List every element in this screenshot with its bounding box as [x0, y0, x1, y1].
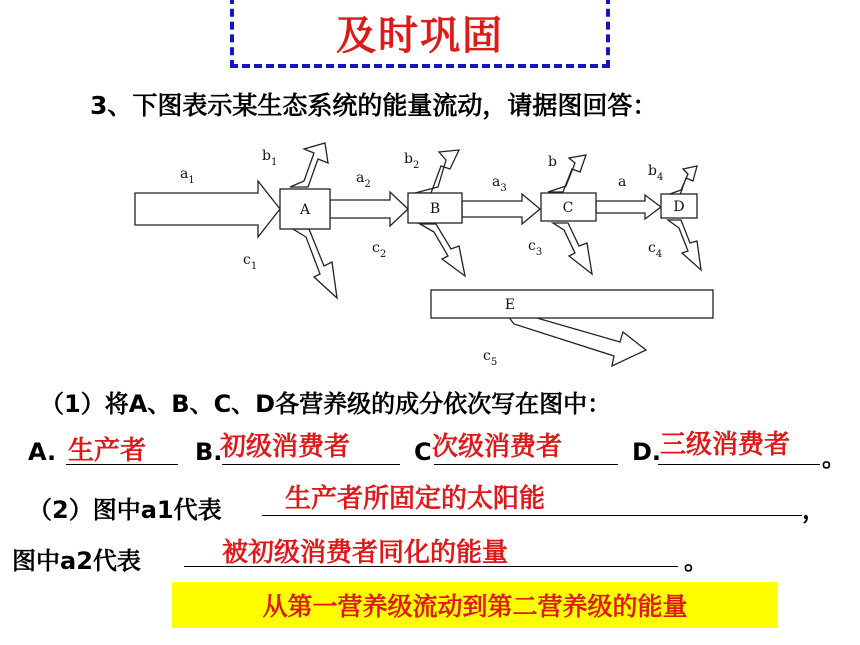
node-b-label: B [429, 201, 441, 217]
node-e [431, 290, 713, 318]
arrow-b2 [415, 150, 459, 193]
label-c2: $c_2$ [372, 240, 387, 260]
arrow-b4 [667, 166, 697, 195]
blank-b [222, 464, 400, 465]
label-c3: $c_3$ [528, 238, 543, 258]
label-a2: $a_2$ [356, 170, 371, 190]
q2-prefix2: 图中a2代表 [12, 547, 141, 575]
arrow-c2 [420, 224, 465, 276]
arrow-c1 [293, 229, 337, 298]
arrow-c3 [553, 223, 592, 274]
answer-a1: 生产者所固定的太阳能 [285, 484, 546, 514]
arrow-c5 [508, 316, 646, 366]
page-title: 及时巩固 [336, 12, 504, 59]
answer-b: 初级消费者 [220, 432, 351, 462]
answer-d: 三级消费者 [660, 430, 791, 460]
node-c-label: C [562, 200, 574, 216]
q1-prefix-c: C [414, 438, 432, 466]
label-b2: $b_2$ [404, 151, 420, 171]
answer-c: 次级消费者 [432, 432, 563, 462]
answer-a2: 被初级消费者同化的能量 [222, 538, 509, 568]
q2-comma: ， [802, 496, 826, 524]
node-d-label: D [673, 199, 685, 215]
label-c5: $c_5$ [483, 348, 498, 368]
label-c1: $c_1$ [243, 252, 258, 272]
label-b3: b [548, 154, 557, 170]
q1-text: （1）将A、B、C、D各营养级的成分依次写在图中： [40, 390, 612, 418]
arrow-a4 [596, 195, 661, 219]
question-text: 3、下图表示某生态系统的能量流动，请据图回答： [90, 91, 658, 120]
q2-prefix: （2）图中a1代表 [28, 496, 222, 524]
blank-c [434, 464, 618, 465]
arrow-a2 [330, 192, 408, 226]
q2-end: 。 [684, 547, 708, 575]
label-a1: $a_1$ [180, 166, 195, 186]
arrow-a3 [462, 194, 540, 224]
blank-d [658, 464, 820, 465]
q1-end: 。 [822, 444, 846, 472]
arrow-b1 [290, 143, 328, 187]
answer-a: 生产者 [68, 436, 147, 466]
q1-prefix-d: D. [632, 438, 662, 466]
arrow-c4 [668, 220, 701, 270]
arrow-a1 [135, 181, 280, 237]
highlight-box [172, 582, 778, 628]
q1-prefix-a: A. [28, 438, 57, 466]
node-a-label: A [299, 202, 311, 218]
label-b1: $b_1$ [262, 148, 278, 168]
highlight-text: 从第一营养级流动到第二营养级的能量 [262, 592, 688, 621]
label-a4: a [618, 174, 627, 190]
node-e-label: E [504, 297, 516, 313]
label-a3: $a_3$ [492, 174, 507, 194]
blank-a1 [262, 515, 802, 516]
label-b4: $b_4$ [648, 163, 664, 183]
label-c4: $c_4$ [648, 240, 663, 260]
q1-prefix-b: B. [195, 438, 223, 466]
